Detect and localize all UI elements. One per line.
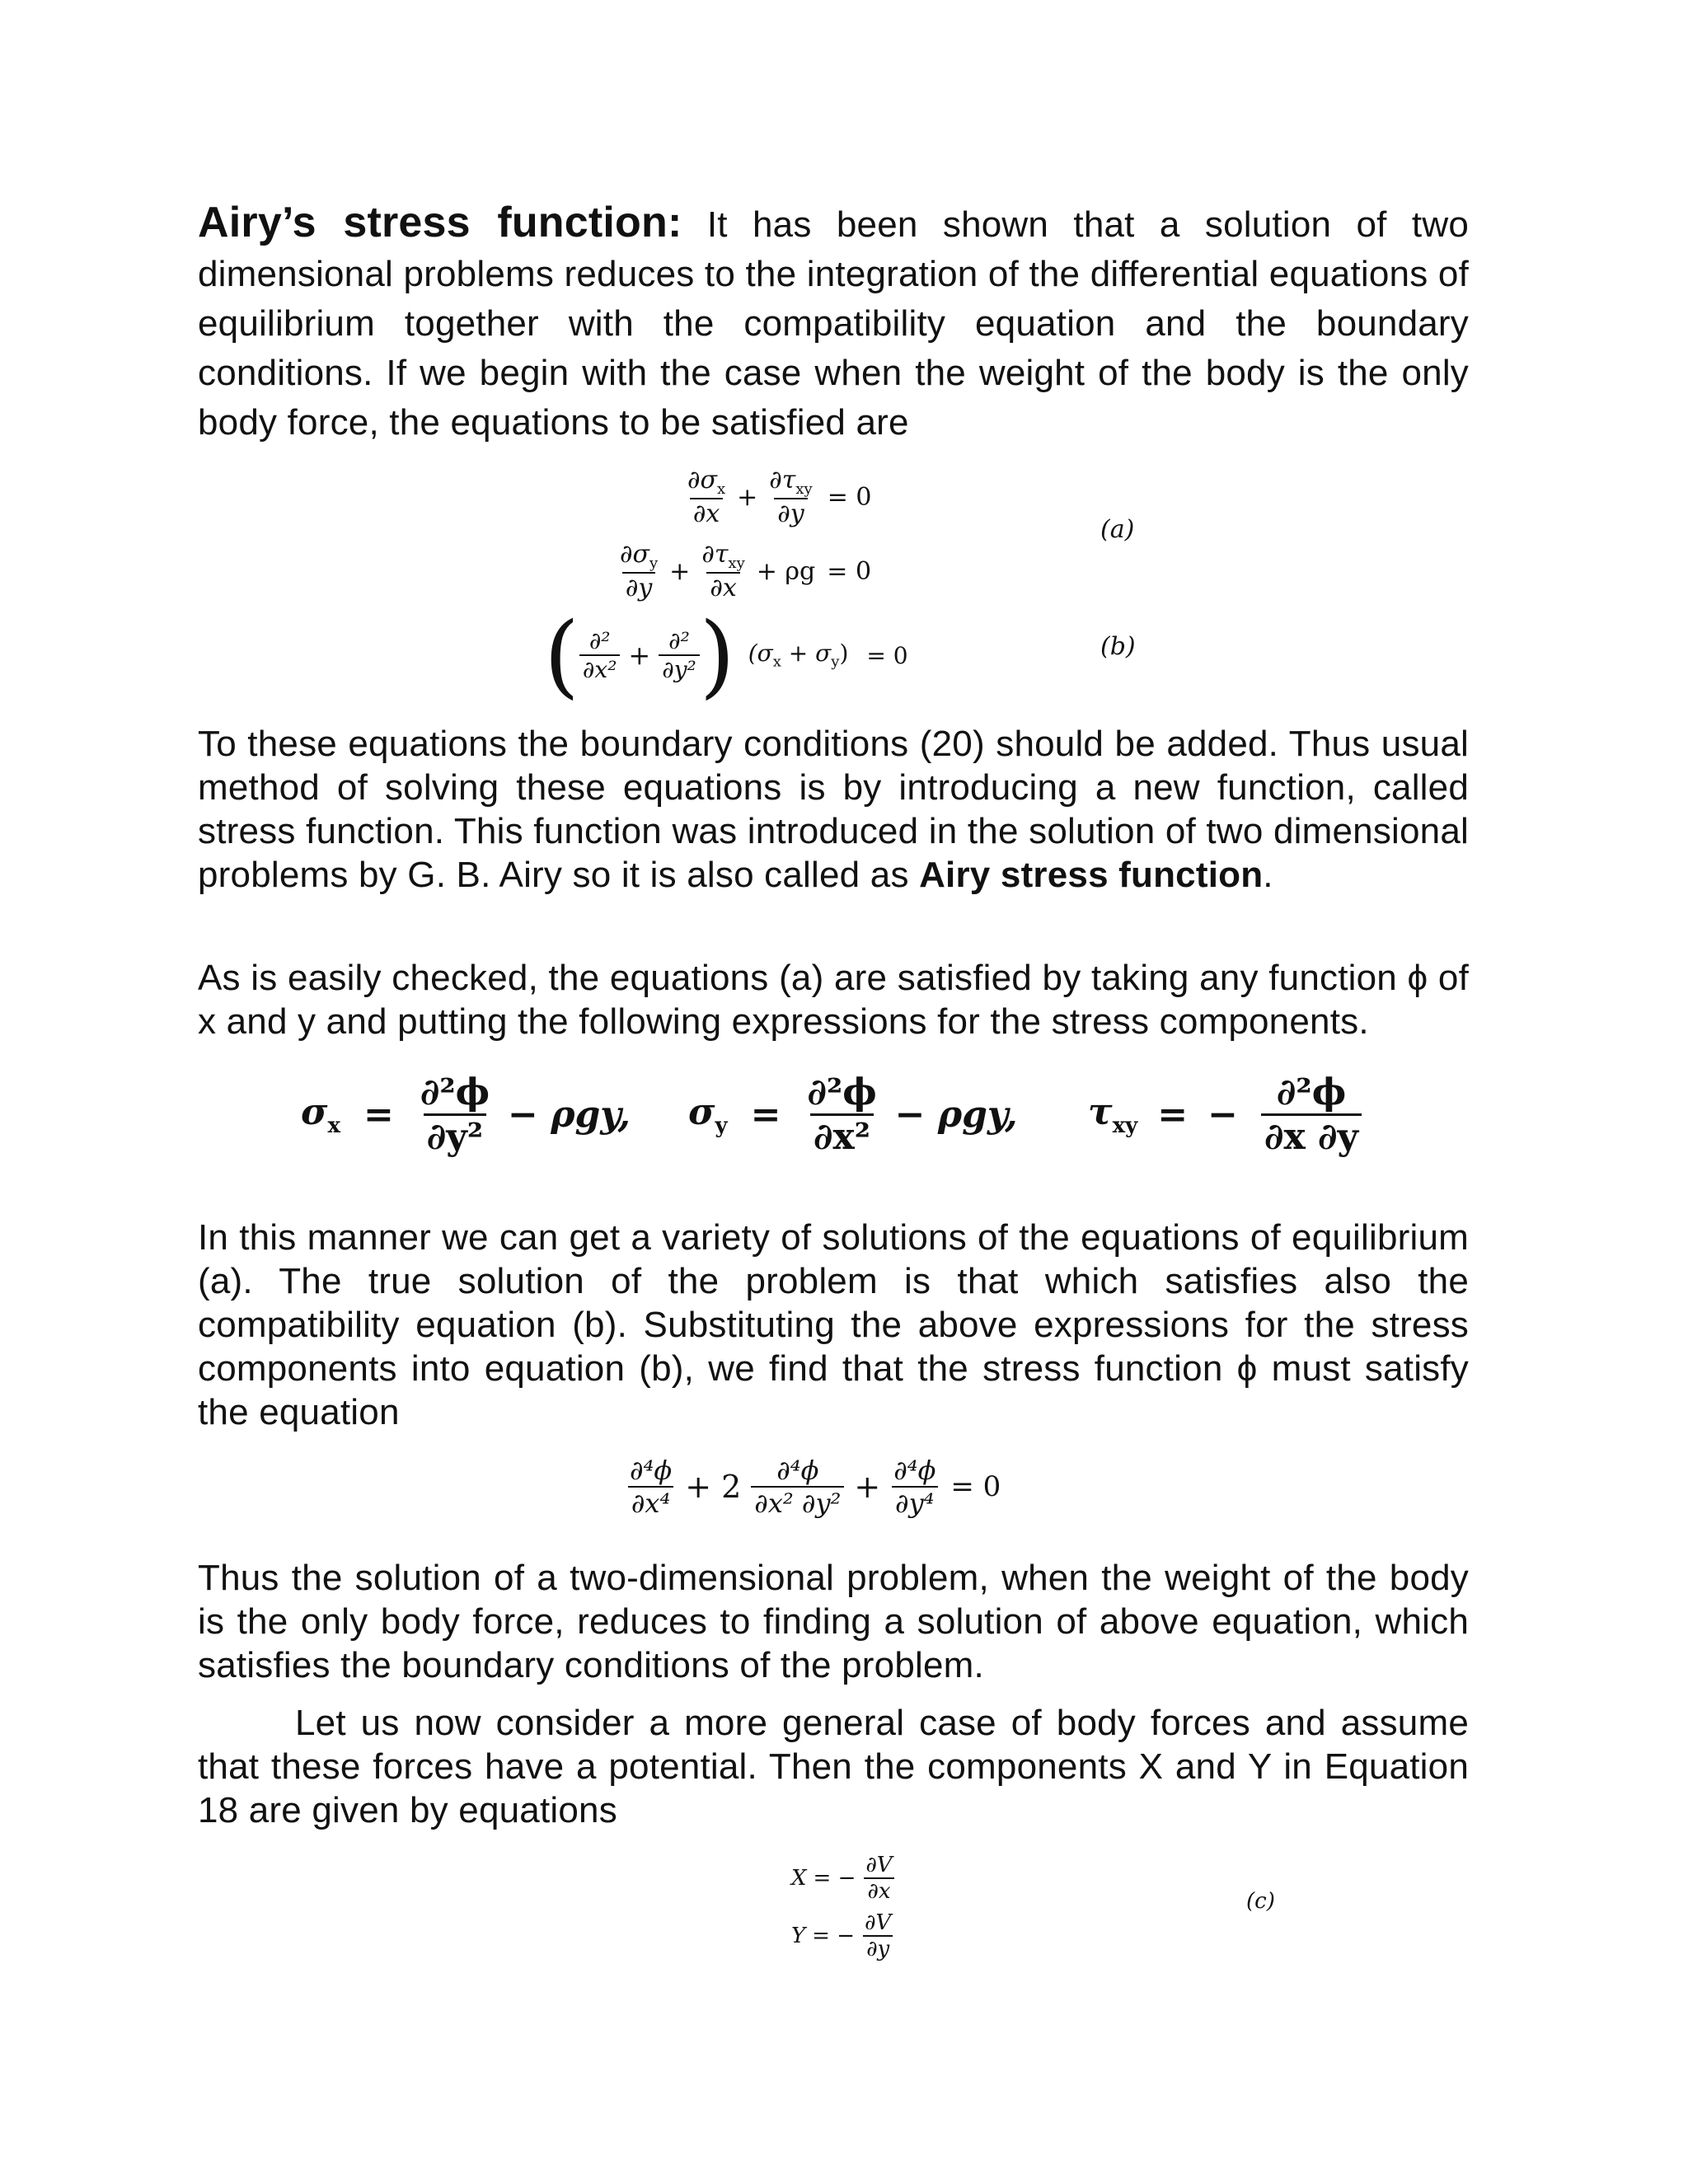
paragraph-text: As is easily checked, the equations (a) are satisfied by taking any function ϕ of x and y and putting the following expressions for the stress components.	[198, 958, 1469, 1042]
body-force-term: + ρg	[756, 556, 816, 586]
fraction-dsx-dx	[684, 466, 729, 528]
close-paren: )	[839, 640, 849, 668]
denominator: ∂x	[867, 1879, 891, 1904]
tau-xy-lhs: $\tau_{xy}$	[1088, 1091, 1138, 1138]
sigma-x-expression	[301, 1071, 631, 1158]
plus-operator: +	[669, 556, 691, 586]
sigma-y: + σ	[781, 640, 832, 668]
fraction-d2phi-dy2	[417, 1071, 493, 1158]
fraction-dv-dy	[861, 1910, 894, 1961]
plus-two-operator: + 2	[685, 1469, 742, 1505]
numerator: ∂²	[588, 627, 611, 654]
equals-minus: = −	[813, 1866, 856, 1891]
subscript: xy	[728, 555, 745, 572]
equation-a-line2	[617, 540, 871, 602]
denominator: ∂x⁴	[631, 1488, 671, 1519]
fraction-d4phi-dy4	[890, 1455, 939, 1519]
paragraph-text: Thus the solution of a two-dimensional problem, when the weight of the body is the only body force, reduces to finding a solution of above equation, which satisfies the boundary conditions of the problem.	[198, 1558, 1469, 1685]
paragraph-variety-solutions	[198, 1216, 1469, 1434]
plus-operator: +	[628, 640, 651, 671]
denominator: ∂x ∂y	[1261, 1113, 1362, 1158]
x-component: X	[791, 1866, 807, 1891]
fraction-d2phi-dxdy	[1261, 1071, 1362, 1158]
denominator: ∂x²	[810, 1113, 874, 1158]
equals-sign: =	[1157, 1094, 1189, 1136]
denominator: ∂y²	[662, 656, 696, 683]
paragraph-text: In this manner we can get a variety of solutions of the equations of equilibrium (a). The true solution of the problem is that which satisfies also the compatibility equation (b). Substituting the above expressions for the stress components into equation (b), we find that the stress function ϕ must satisfy the equation	[198, 1217, 1469, 1432]
numerator: ∂τ	[701, 540, 729, 569]
numerator: ∂σ	[687, 466, 717, 494]
denominator: ∂x	[710, 574, 737, 602]
numerator: ∂σ	[620, 540, 649, 569]
denominator: ∂x²	[582, 656, 617, 683]
fraction-dtxy-dx	[698, 540, 748, 602]
subscript: x	[717, 480, 726, 498]
numerator: ∂V	[865, 1853, 893, 1877]
paragraph-text: To these equations the boundary conditions (20) should be added. Thus usual method of solving these equations is by introducing a new function, called stress function. This function was introduced in the solution of two dimensional problems by G. B. Airy so it is also called as	[198, 724, 1469, 895]
equation-rhs: = 0	[866, 641, 908, 669]
fraction-d2-dy2	[659, 627, 700, 683]
numerator: ∂⁴ϕ	[893, 1455, 936, 1486]
sigma-x: (σ	[748, 640, 773, 668]
subscript: xy	[795, 480, 813, 498]
subscript: y	[649, 555, 659, 572]
numerator: ∂⁴ϕ	[776, 1455, 819, 1486]
subscript: y	[831, 653, 840, 671]
paragraph-text: Let us now consider a more general case of body forces and assume that these forces have a potential. Then the components X and Y in Equation 18 are given by equations	[198, 1703, 1469, 1830]
denominator: ∂y⁴	[895, 1488, 935, 1519]
subscript: x	[327, 1113, 340, 1138]
subscript: xy	[1112, 1113, 1138, 1138]
equals-sign: =	[750, 1094, 781, 1136]
fraction-d2phi-dx2	[804, 1071, 879, 1158]
left-paren: (	[544, 602, 579, 708]
plus-operator: +	[854, 1469, 881, 1505]
denominator: ∂y	[777, 499, 804, 528]
subscript: y	[715, 1113, 728, 1138]
fraction-dsy-dy	[617, 540, 661, 602]
numerator: ∂τ	[769, 466, 796, 494]
equation-b-line	[544, 602, 908, 708]
paragraph-intro	[198, 198, 1469, 448]
bold-term: Airy stress function	[919, 855, 1264, 895]
y-component: Y	[791, 1924, 806, 1948]
numerator: ∂⁴ϕ	[630, 1455, 673, 1486]
fraction-d4phi-dx4	[626, 1455, 675, 1519]
biharmonic-line	[626, 1455, 1001, 1519]
numerator: ∂²	[668, 627, 690, 654]
subscript: x	[772, 653, 781, 671]
numerator: ∂²ϕ	[1276, 1071, 1347, 1113]
fraction-dv-dx	[862, 1853, 895, 1904]
denominator: ∂x	[692, 499, 720, 528]
paragraph-general-case	[198, 1701, 1469, 1832]
body-force-term: − ρgy,	[508, 1094, 631, 1136]
sigma-y-lhs: $\sigma_y$	[688, 1091, 728, 1138]
equation-tag-b: (b)	[1100, 632, 1136, 661]
body-force-term: − ρgy,	[894, 1094, 1018, 1136]
paragraph-two-dimensional	[198, 1556, 1469, 1687]
paragraph-stress-function	[198, 722, 1469, 897]
fraction-d2-dx2	[579, 627, 621, 683]
equation-rhs: = 0	[827, 556, 872, 586]
equation-a-line1	[684, 466, 872, 528]
equals-minus: = −	[812, 1924, 856, 1948]
sigma-x-lhs: $\sigma_x$	[301, 1091, 340, 1138]
right-paren: )	[699, 602, 735, 708]
denominator: ∂y	[625, 574, 653, 602]
sigma-y-expression	[688, 1071, 1018, 1158]
numerator: ∂²ϕ	[807, 1071, 877, 1113]
denominator: ∂y	[866, 1937, 890, 1961]
equation-rhs: = 0	[950, 1470, 1001, 1503]
fraction-dtxy-dy	[766, 466, 815, 528]
paragraph-checked	[198, 956, 1469, 1043]
fraction-d4phi-dx2dy2	[751, 1455, 844, 1519]
numerator: ∂²ϕ	[420, 1071, 490, 1113]
tau-xy-expression	[1088, 1071, 1362, 1158]
paragraph-intro-text: It has been shown that a solution of two dimensional problems reduces to the integration of the differential equations of equilibrium together with the compatibility equation and the boundary conditions. If we begin with the case when the weight of the body is the only body force, the equations to be satisfied are	[198, 204, 1469, 443]
denominator: ∂x² ∂y²	[754, 1488, 842, 1519]
stress-sum	[748, 640, 849, 671]
numerator: ∂V	[865, 1910, 892, 1935]
section-heading: Airy’s stress function:	[198, 199, 682, 246]
equation-tag-c: (c)	[1246, 1889, 1275, 1914]
equals-sign: =	[363, 1094, 394, 1136]
equation-tag-a: (a)	[1100, 515, 1135, 544]
denominator: ∂y²	[424, 1113, 486, 1158]
equation-c-line2	[791, 1910, 894, 1961]
equation-rhs: = 0	[827, 482, 872, 512]
paragraph-end: .	[1263, 855, 1273, 895]
minus-sign: −	[1207, 1094, 1238, 1136]
equation-c-line1	[791, 1853, 896, 1904]
plus-operator: +	[737, 482, 758, 512]
